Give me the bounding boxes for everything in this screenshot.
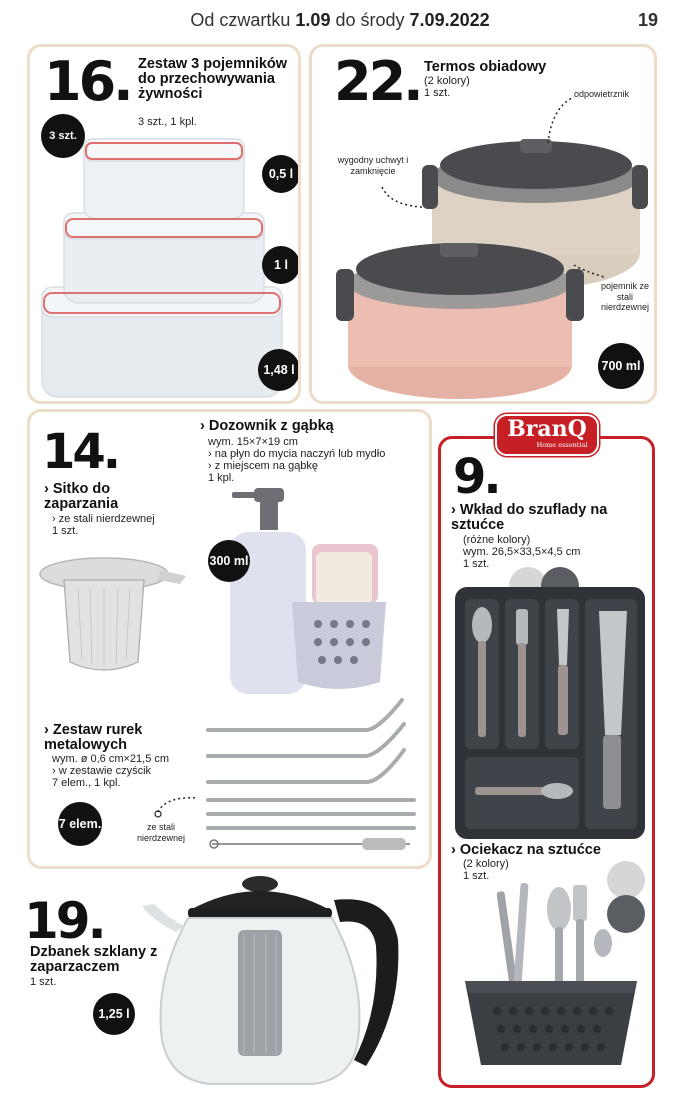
container-size-badge: 1 l <box>262 246 300 284</box>
dispenser-detail: 1 kpl. <box>208 472 235 484</box>
dispenser-title: › Dozownik z gąbką <box>200 418 334 434</box>
dispenser-detail: › z miejscem na gąbkę <box>208 460 319 472</box>
drainer-detail: 1 szt. <box>463 870 490 882</box>
containers-price: 16. <box>44 50 131 113</box>
tray-title: › Wkład do szuflady na sztućce <box>451 502 608 533</box>
dispenser-detail: wym. 15×7×19 cm <box>208 436 298 448</box>
containers-title: Zestaw 3 pojemników do przechowywania żywności <box>138 56 288 102</box>
page-number: 19 <box>637 10 658 30</box>
tray-detail: 1 szt. <box>463 558 490 570</box>
branq-panel <box>438 436 655 1088</box>
header-date-to: 7.09.2022 <box>409 10 490 30</box>
branq-logo <box>495 414 599 456</box>
thermos-price: 22. <box>334 50 421 113</box>
thermos-title: Termos obiadowy <box>424 59 547 75</box>
thermos-variants: (2 kolory) <box>424 75 470 87</box>
kitchen-accessories-price: 14. <box>42 424 119 480</box>
containers-details: 3 szt., 1 kpl. <box>138 116 197 128</box>
drainer-detail: (2 kolory) <box>463 858 509 870</box>
infuser-detail: 1 szt. <box>52 525 79 537</box>
thermos-capacity-badge: 700 ml <box>598 343 644 389</box>
straws-title: › Zestaw rurek metalowych <box>44 722 143 753</box>
containers-panel <box>27 44 301 404</box>
straws-count-badge: 7 elem. <box>58 802 102 846</box>
straws-detail: › w zestawie czyścik <box>52 765 152 777</box>
straws-callout-line <box>148 792 208 822</box>
header-prefix: Od czwartku <box>190 10 291 30</box>
header-middle: do środy <box>335 10 405 30</box>
metal-straws-image <box>202 688 422 858</box>
teapot-capacity-badge: 1,25 l <box>93 993 135 1035</box>
thermos-qty: 1 szt. <box>424 87 451 99</box>
branq-price: 9. <box>453 449 499 505</box>
thermos-note-container: pojemnik ze stali nierdzewnej <box>600 281 650 312</box>
cutlery-drainer-image <box>461 879 641 1071</box>
branq-logo-tagline: Home essential <box>536 441 588 449</box>
dispenser-capacity-badge: 300 ml <box>208 540 250 582</box>
branq-logo-text: BranQ <box>507 416 587 442</box>
container-size-badge: 1,48 l <box>258 349 300 391</box>
tea-infuser-image <box>30 552 210 702</box>
straws-detail: 7 elem., 1 kpl. <box>52 777 121 789</box>
cutlery-tray-image <box>453 585 647 843</box>
teapot-title: Dzbanek szklany z zaparzaczem <box>30 944 158 975</box>
tray-detail: wym. 26,5×33,5×4,5 cm <box>463 546 581 558</box>
straws-note: ze stali nierdzewnej <box>136 822 186 843</box>
glass-teapot-image <box>140 870 430 1100</box>
container-size-badge: 0,5 l <box>262 155 300 193</box>
tray-detail: (różne kolory) <box>463 534 531 546</box>
infuser-title: › Sitko do zaparzania <box>44 481 119 512</box>
teapot-price: 19. <box>24 892 104 950</box>
drainer-title: › Ociekacz na sztućce <box>451 842 601 858</box>
thermos-note-handle: wygodny uchwyt i zamknięcie <box>337 155 409 176</box>
dispenser-detail: › na płyn do mycia naczyń lub mydło <box>208 448 386 460</box>
infuser-detail: › ze stali nierdzewnej <box>52 513 155 525</box>
thermos-panel <box>309 44 657 404</box>
straws-detail: wym. ø 0,6 cm×21,5 cm <box>52 753 170 765</box>
teapot-qty: 1 szt. <box>30 976 57 988</box>
page-header <box>0 10 680 31</box>
header-date-from: 1.09 <box>295 10 331 30</box>
soap-dispenser-image <box>208 482 388 702</box>
thermos-note-vent: odpowietrznik <box>574 89 630 99</box>
containers-count-badge: 3 szt. <box>41 114 85 158</box>
kitchen-accessories-panel <box>27 409 432 869</box>
